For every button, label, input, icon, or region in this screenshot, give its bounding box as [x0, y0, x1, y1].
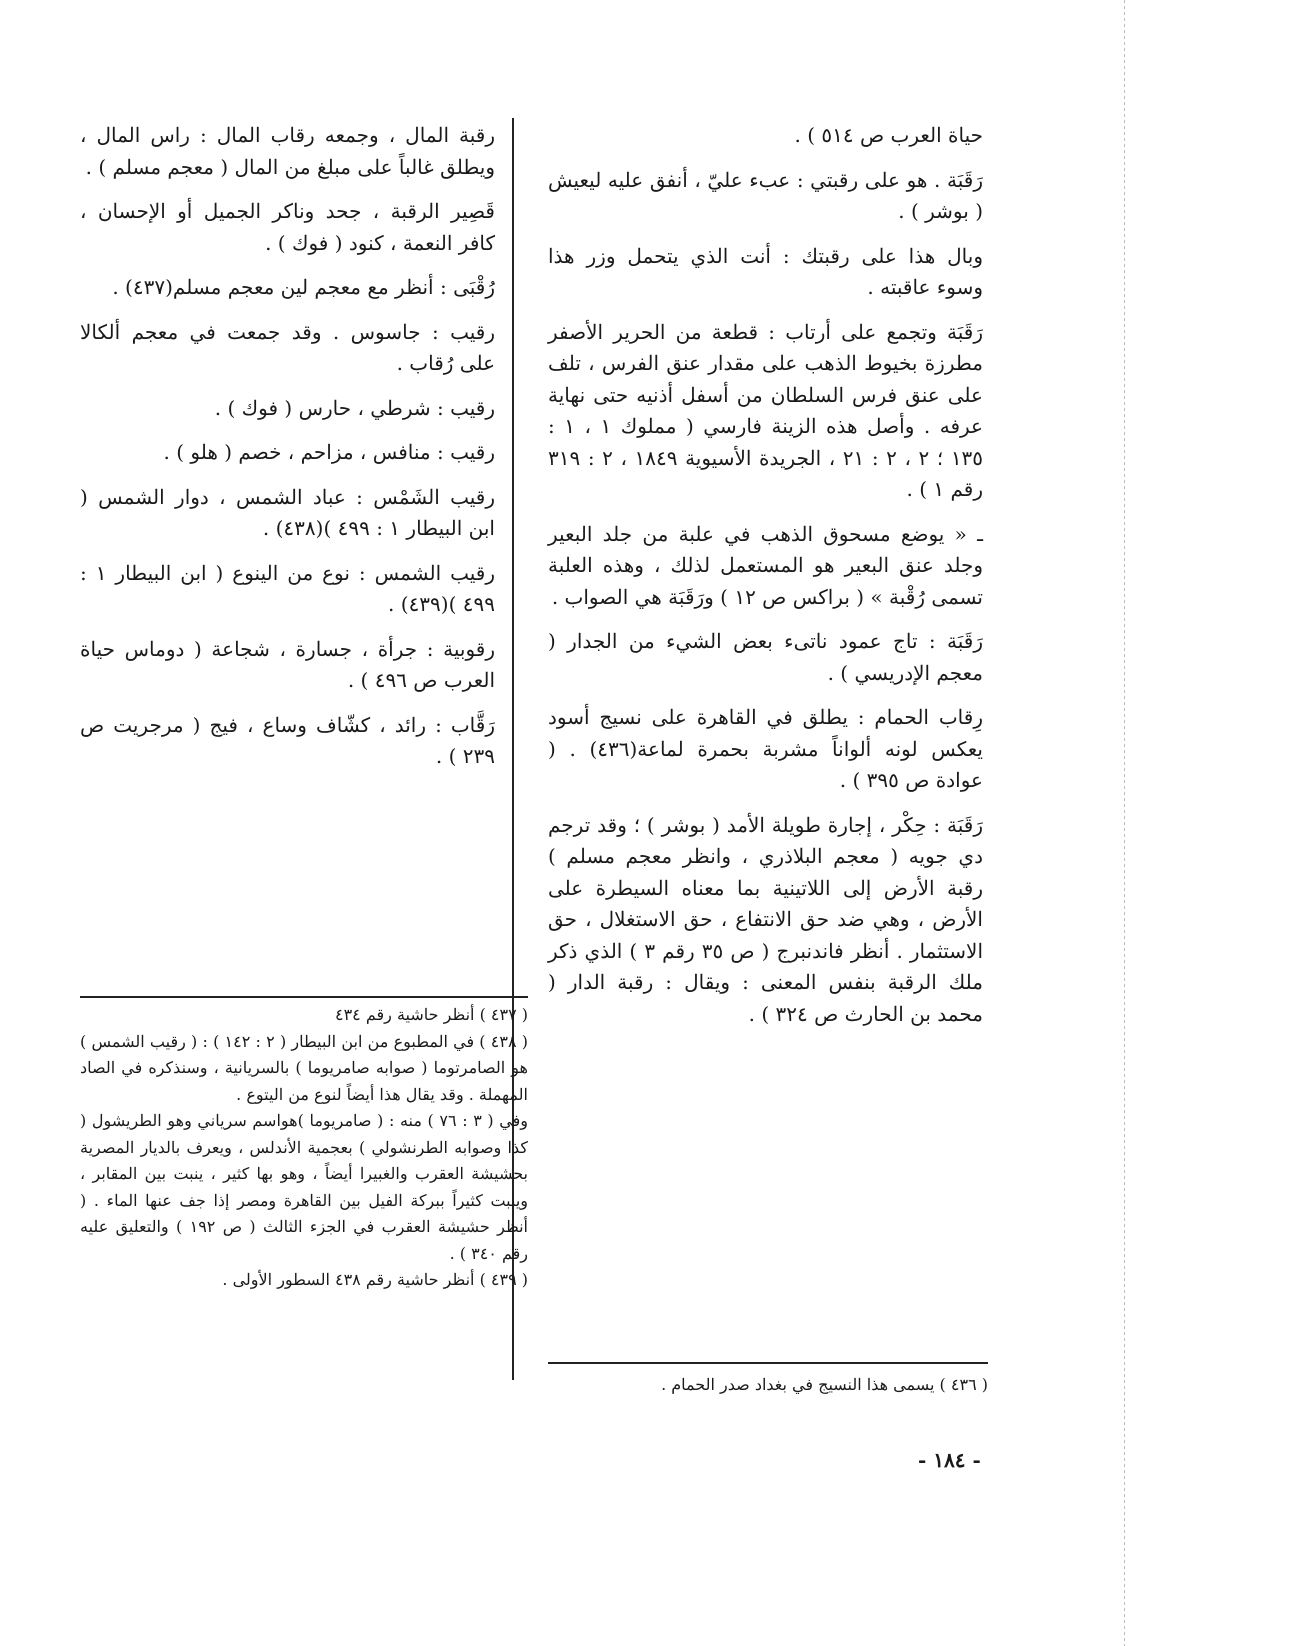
footnotes-left [80, 1002, 528, 1294]
entry: رَقَبَة : حِكْر ، إجارة طويلة الأمد ( بوشر ) ؛ وقد ترجم دي جويه ( معجم البلاذري ، وانظر معجم مسلم ) رقبة الأرض إلى اللاتينية بما معناه السيطرة على الأرض ، وهي ضد حق الانتفاع ، حق الاستغلال ، حق الاستثمار . أنظر فاندنبرج ( ص ٣٥ رقم ٣ ) الذي ذكر ملك الرقبة بنفس المعنى : ويقال : رقبة الدار ( محمد بن الحارث ص ٣٢٤ ) . [548, 812, 984, 1026]
footnote: ( ٤٣٦ ) يسمى هذا النسيج في بغداد صدر الحمام . [661, 1375, 988, 1394]
entry: ـ « يوضع مسحوق الذهب في علبة من جلد البعير وجلد عنق البعير هو المستعمل لذلك ، وهذه العلبة تسمى رُقْبة » ( براكس ص ١٢ ) ورَقَبَة هي الصواب . [548, 521, 983, 609]
entry: رَقَبَة . هو على رقبتي : عبء عليّ ، أنفق عليه ليعيش ( بوشر ) . [548, 167, 983, 223]
entry: رُقْبَى : أنظر مع معجم لين معجم مسلم(٤٣٧) . [112, 275, 495, 299]
page-number: - ١٨٤ - [918, 1448, 981, 1472]
entry: قَصِير الرقبة ، جحد وناكر الجميل أو الإحسان ، كافر النعمة ، كنود ( فوك ) . [80, 199, 495, 255]
entry: رقيب : جاسوس . وقد جمعت في معجم ألكالا على رُقاب . [80, 319, 495, 375]
entry: رقيب : شرطي ، حارس ( فوك ) . [214, 395, 495, 420]
entry: رقيب الشمس : نوع من الينوع ( ابن البيطار ١ : ٤٩٩ )(٤٣٩) . [80, 560, 495, 616]
scan-edge-line [1124, 0, 1125, 1646]
entry: رقيب : منافس ، مزاحم ، خصم ( هلو ) . [163, 440, 495, 464]
left-column [80, 120, 495, 786]
footnote: وفي ( ٣ : ٧٦ ) منه : ( صامريوما )هواسم سرياني وهو الطريشول ( كذا وصوابه الطرنشولي ) بعجمية الأندلس ، ويعرف بالديار المصرية بحشيشة العقرب والغبيرا أيضاً ، وهو بها كثير ، ينبت بين المقابر ، وينبت كثيراً ببركة الفيل بين القاهرة ومصر إذا جف عنها الماء . ( أنظر حشيشة العقرب في الجزء الثالث ( ص ١٩٢ ) والتعليق عليه رقم ٣٤٠ ) . [80, 1111, 529, 1263]
entry: رقيب الشَمْس : عباد الشمس ، دوار الشمس ( ابن البيطار ١ : ٤٩٩ )(٤٣٨) . [80, 484, 495, 540]
footnote: ( ٤٣٩ ) أنظر حاشية رقم ٤٣٨ السطور الأولى . [222, 1270, 528, 1289]
footnotes-right [548, 1372, 988, 1399]
entry: رَقَبَة : تاج عمود ناتىء بعض الشيء من الجدار ( معجم الإدريسي ) . [548, 629, 983, 685]
entry: حياة العرب ص ٥١٤ ) . [794, 123, 983, 147]
right-column [548, 120, 983, 1043]
entry: رقبة المال ، وجمعه رقاب المال : راس المال ، ويطلق غالباً على مبلغ من المال ( معجم مسلم ) . [80, 123, 495, 179]
footnote: ( ٤٣٨ ) في المطبوع من ابن البيطار ( ٢ : ١٤٢ ) : ( رقيب الشمس ) هو الصامرتوما ( صوابه صامريوما ) بالسريانية ، وسنذكره في الصاد المهملة . وقد يقال هذا أيضاً لنوع من اليتوع . [80, 1031, 528, 1104]
entry: رَقَّاب : رائد ، كشّاف وساع ، فيج ( مرجريت ص ٢٣٩ ) . [80, 712, 495, 768]
footnote: ( ٤٣٧ ) أنظر حاشية رقم ٤٣٤ [334, 1005, 528, 1024]
entry: رَقَبَة وتجمع على أرتاب : قطعة من الحرير الأصفر مطرزة بخيوط الذهب على مقدار عنق الفرس ، تلف على عنق فرس السلطان من أسفل أذنيه حتى نهاية عرفه . وأصل هذه الزينة فارسي ( مملوك ١ ، ١ : ١٣٥ ؛ ٢ ، ٢ : ٢١ ، الجريدة الأسيوية ١٨٤٩ ، ٢ : ٣١٩ رقم ١ ) . [548, 319, 984, 501]
entry: رِقاب الحمام : يطلق في القاهرة على نسيج أسود يعكس لونه ألواناً مشربة بحمرة لماعة(٤٣٦) . ( عوادة ص ٣٩٥ ) . [548, 705, 983, 792]
footnote-rule-right [548, 1362, 988, 1364]
entry: وبال هذا على رقبتك : أنت الذي يتحمل وزر هذا وسوء عاقبته . [548, 243, 983, 299]
entry: رقوبية : جرأة ، جسارة ، شجاعة ( دوماس حياة العرب ص ٤٩٦ ) . [80, 636, 495, 692]
footnote-rule-left [80, 996, 528, 998]
